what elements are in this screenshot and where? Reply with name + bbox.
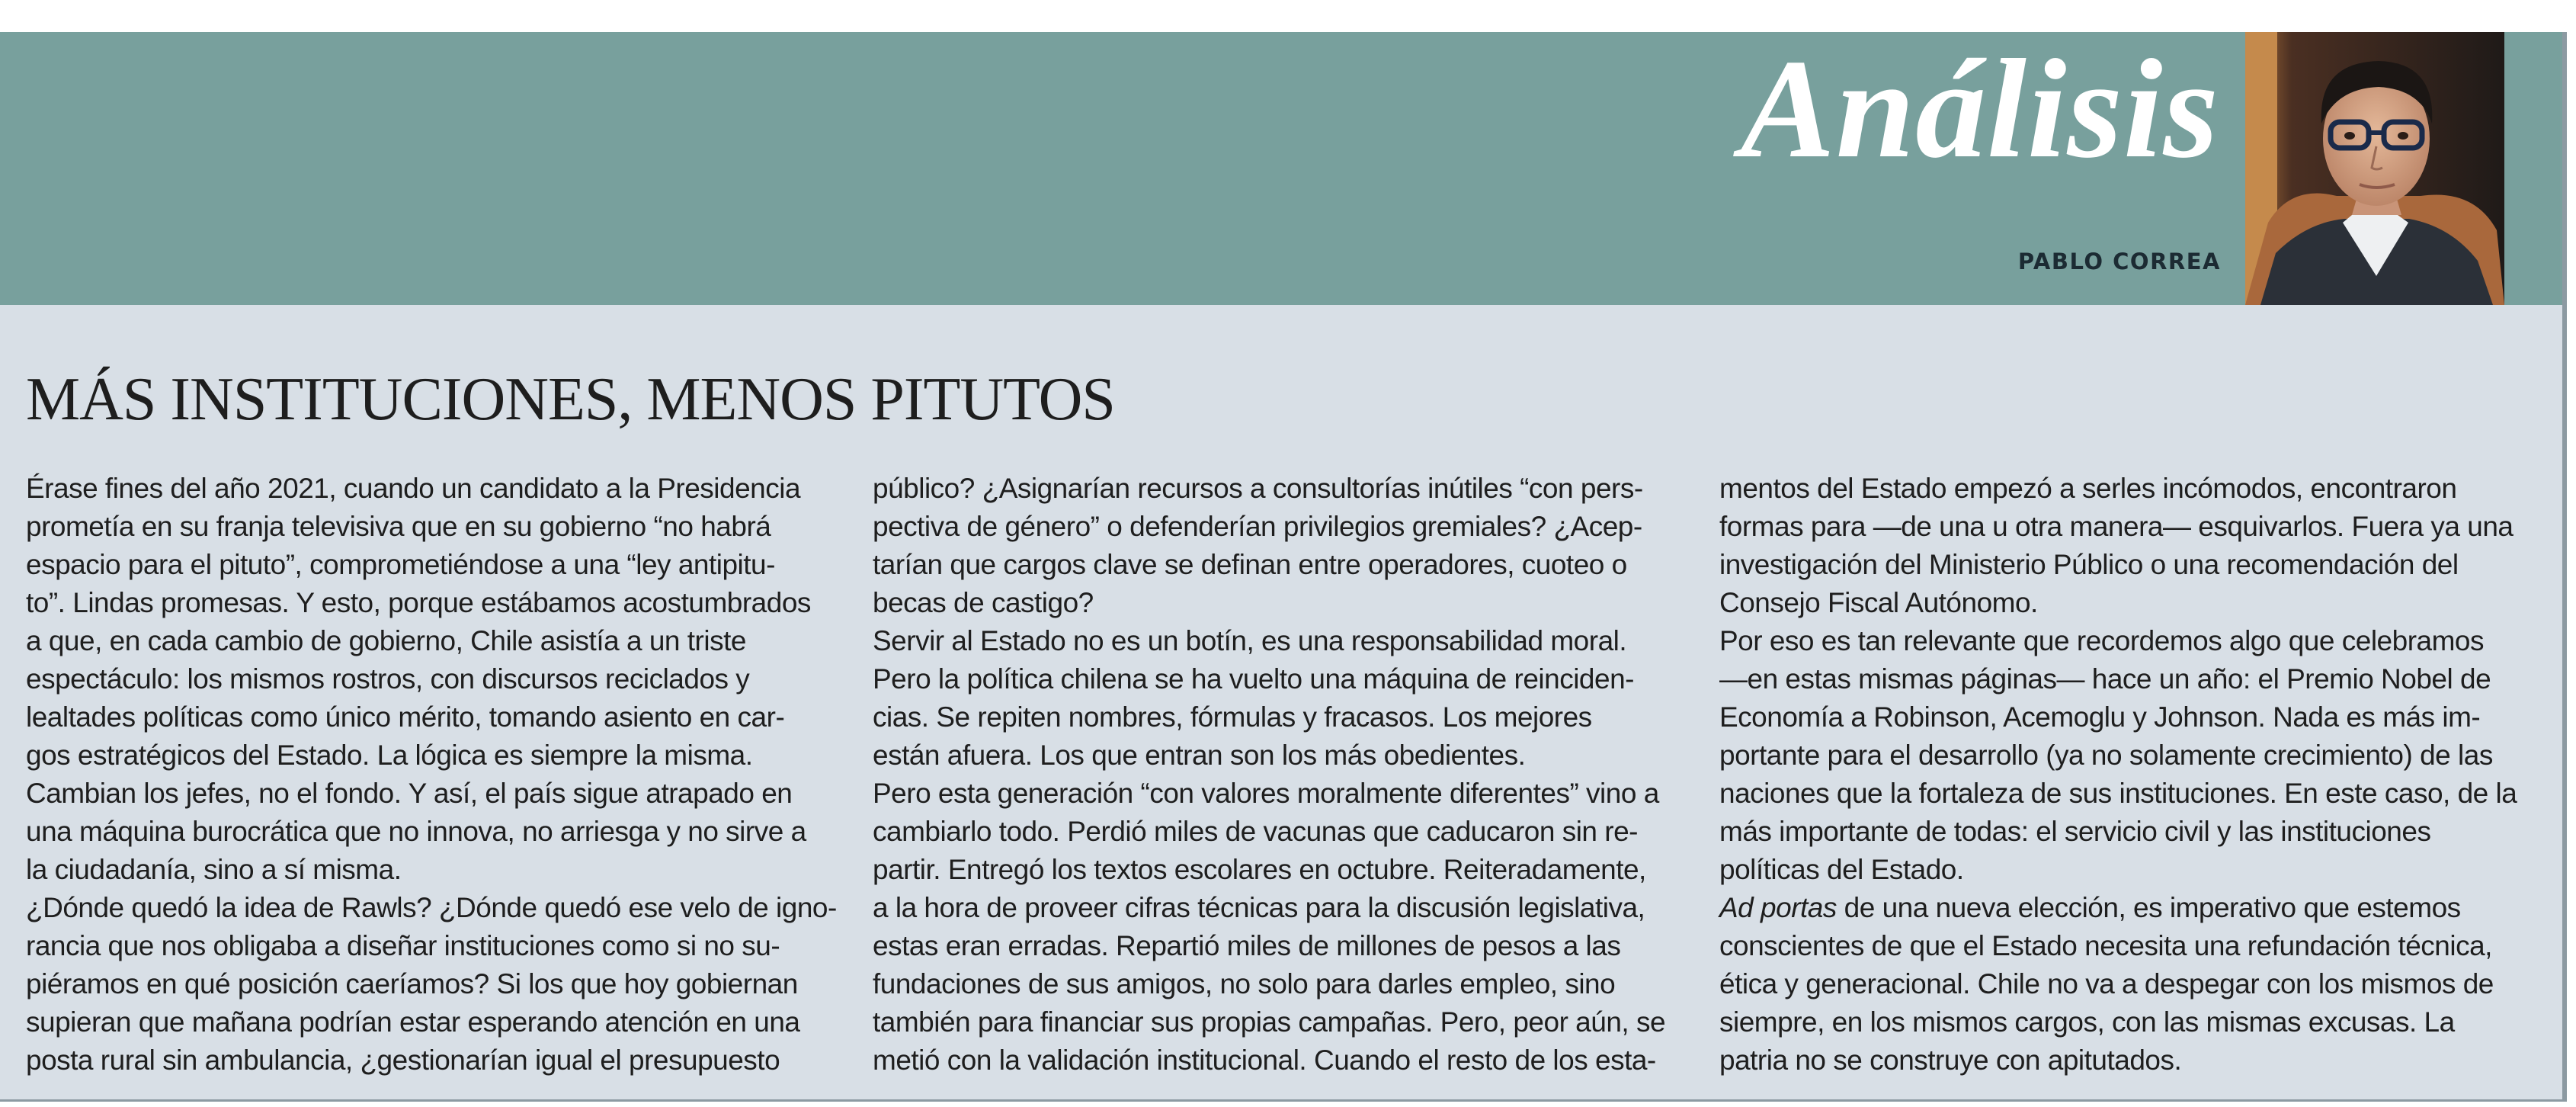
text-line: —en estas mismas páginas— hace un año: el Premio Nobel de	[1719, 663, 2491, 695]
text-line: Por eso es tan relevante que recordemos algo que celebramos	[1719, 625, 2484, 656]
column-3	[1719, 470, 2542, 1080]
author-photo	[2245, 32, 2504, 305]
text-line: rancia que nos obligaba a diseñar instituciones como si no su-	[26, 930, 780, 961]
right-rule	[2562, 32, 2567, 1099]
text-line: metió con la validación institucional. Cuando el resto de los esta-	[873, 1044, 1656, 1076]
text-line: la ciudadanía, sino a sí misma.	[26, 854, 402, 885]
italic-lead: Ad portas	[1719, 892, 1837, 923]
text-line: espacio para el pituto”, comprometiéndose a una “ley antipitu-	[26, 549, 775, 580]
text-line: están afuera. Los que entran son los más obedientes.	[873, 740, 1526, 771]
text-line: políticas del Estado.	[1719, 854, 1964, 885]
text-line: más importante de todas: el servicio civil y las instituciones	[1719, 816, 2431, 847]
text-line: investigación del Ministerio Público o una recomendación del	[1719, 549, 2459, 580]
author-portrait-image	[2245, 32, 2504, 305]
text-line: becas de castigo?	[873, 587, 1094, 618]
author-name: PABLO CORREA	[2017, 249, 2221, 274]
article-body	[0, 305, 2562, 1099]
text-line: lealtades políticas como único mérito, tomando asiento en car-	[26, 701, 785, 733]
column-2	[873, 470, 1696, 1080]
text-line: to”. Lindas promesas. Y esto, porque estábamos acostumbrados	[26, 587, 811, 618]
text-line: Érase fines del año 2021, cuando un candidato a la Presidencia	[26, 473, 801, 504]
text-line: gos estratégicos del Estado. La lógica es siempre la misma.	[26, 740, 753, 771]
text-line: siempre, en los mismos cargos, con las mismas excusas. La	[1719, 1006, 2455, 1038]
text-line: portante para el desarrollo (ya no solamente crecimiento) de las	[1719, 740, 2493, 771]
text-line: pectiva de género” o defenderían privilegios gremiales? ¿Acep-	[873, 511, 1642, 542]
text-line: supieran que mañana podrían estar esperando atención en una	[26, 1006, 800, 1038]
text-line: ética y generacional. Chile no va a despegar con los mismos de	[1719, 968, 2494, 1000]
text-line: Servir al Estado no es un botín, es una responsabilidad moral.	[873, 625, 1627, 656]
text-line: Pero la política chilena se ha vuelto una máquina de reinciden-	[873, 663, 1634, 695]
text-line: tarían que cargos clave se definan entre operadores, cuoteo o	[873, 549, 1627, 580]
text-line: una máquina burocrática que no innova, no arriesga y no sirve a	[26, 816, 806, 847]
text-line: cias. Se repiten nombres, fórmulas y fracasos. Los mejores	[873, 701, 1592, 733]
text-line: conscientes de que el Estado necesita una refundación técnica,	[1719, 930, 2492, 961]
text-line: estas eran erradas. Repartió miles de millones de pesos a las	[873, 930, 1621, 961]
section-header	[0, 32, 2562, 305]
text-line: formas para —de una u otra manera— esquivarlos. Fuera ya una	[1719, 511, 2514, 542]
column-1	[26, 470, 849, 1080]
section-title: Análisis	[1740, 30, 2219, 188]
text-line: patria no se construye con apitutados.	[1719, 1044, 2182, 1076]
text-line	[1719, 889, 2542, 927]
text-line: espectáculo: los mismos rostros, con discursos reciclados y	[26, 663, 750, 695]
text-line: a que, en cada cambio de gobierno, Chile asistía a un triste	[26, 625, 746, 656]
text-line: posta rural sin ambulancia, ¿gestionarían igual el presupuesto	[26, 1044, 780, 1076]
text-line: piéramos en qué posición caeríamos? Si los que hoy gobiernan	[26, 968, 798, 1000]
text-line: prometía en su franja televisiva que en su gobierno “no habrá	[26, 511, 771, 542]
text-line: cambiarlo todo. Perdió miles de vacunas que caducaron sin re-	[873, 816, 1639, 847]
text-line: Consejo Fiscal Autónomo.	[1719, 587, 2038, 618]
text-line: Economía a Robinson, Acemoglu y Johnson. Nada es más im-	[1719, 701, 2481, 733]
text-line: público? ¿Asignarían recursos a consultorías inútiles “con pers-	[873, 473, 1643, 504]
text-line: naciones que la fortaleza de sus instituciones. En este caso, de la	[1719, 778, 2517, 809]
bottom-rule	[0, 1099, 2567, 1102]
headline: MÁS INSTITUCIONES, MENOS PITUTOS	[26, 366, 1115, 433]
text-line: mentos del Estado empezó a serles incómodos, encontraron	[1719, 473, 2457, 504]
text-line: partir. Entregó los textos escolares en octubre. Reiteradamente,	[873, 854, 1646, 885]
text-line: fundaciones de sus amigos, no solo para darles empleo, sino	[873, 968, 1616, 1000]
text-line: Pero esta generación “con valores moralmente diferentes” vino a	[873, 778, 1659, 809]
text-line: a la hora de proveer cifras técnicas para la discusión legislativa,	[873, 892, 1645, 923]
text-line: ¿Dónde quedó la idea de Rawls? ¿Dónde quedó ese velo de igno-	[26, 892, 837, 923]
text-line-rest: de una nueva elección, es imperativo que estemos	[1844, 892, 2461, 923]
text-line: Cambian los jefes, no el fondo. Y así, el país sigue atrapado en	[26, 778, 793, 809]
text-line: también para financiar sus propias campañas. Pero, peor aún, se	[873, 1006, 1666, 1038]
